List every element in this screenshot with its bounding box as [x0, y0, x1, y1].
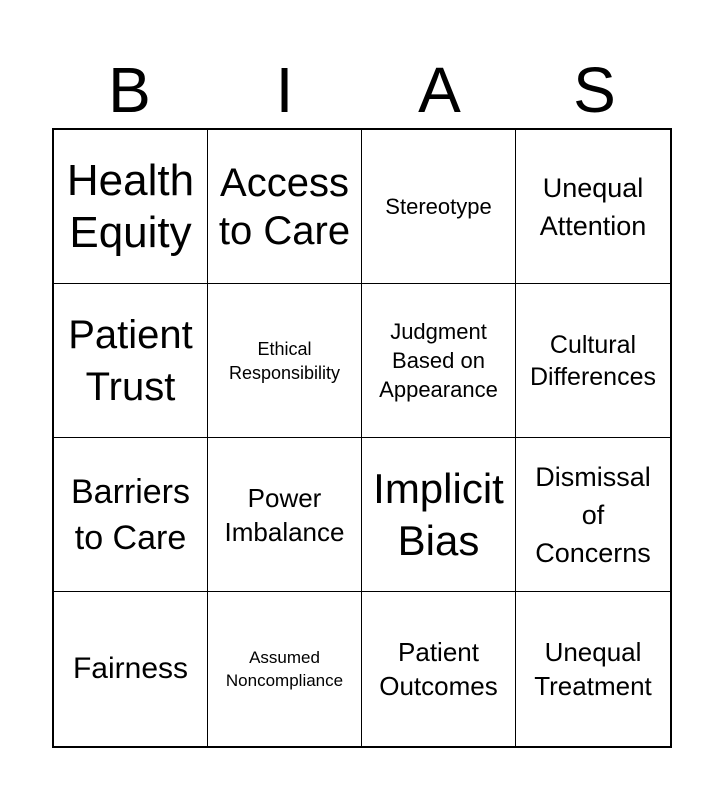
bingo-cell[interactable] — [362, 592, 516, 746]
cell-label: Implicit Bias — [373, 464, 504, 564]
bingo-cell[interactable] — [516, 592, 670, 746]
cell-label: Patient Outcomes — [379, 637, 498, 701]
bingo-grid — [52, 128, 672, 748]
bingo-cell[interactable] — [516, 284, 670, 438]
bingo-cell[interactable] — [54, 130, 208, 284]
bingo-cell[interactable] — [54, 284, 208, 438]
cell-label: Patient Trust — [68, 312, 193, 409]
bingo-cell[interactable] — [208, 130, 362, 284]
header-letter-b: B — [108, 54, 151, 126]
header-letter-a: A — [418, 54, 461, 126]
header-letter-i: I — [275, 54, 294, 126]
cell-label: Unequal Treatment — [534, 637, 652, 701]
bingo-cell[interactable] — [54, 592, 208, 746]
bingo-cell[interactable] — [208, 592, 362, 746]
header-letter-s: S — [573, 54, 616, 126]
cell-label: Barriers to Care — [70, 472, 191, 557]
bingo-cell[interactable] — [516, 438, 670, 592]
bingo-cell[interactable] — [362, 130, 516, 284]
bingo-cell[interactable] — [54, 438, 208, 592]
cell-label: Fairness — [72, 652, 189, 685]
cell-label: Health Equity — [66, 155, 195, 257]
cell-label: Dismissal of Concerns — [535, 461, 651, 568]
bingo-cell[interactable] — [208, 284, 362, 438]
bingo-cell[interactable] — [208, 438, 362, 592]
cell-label: Power Imbalance — [224, 482, 345, 547]
cell-label: Unequal Attention — [539, 172, 647, 241]
cell-label: Judgment Based on Appearance — [379, 319, 498, 402]
bingo-header — [52, 52, 672, 128]
cell-label: Stereotype — [385, 194, 492, 219]
cell-label: Cultural Differences — [530, 330, 656, 391]
cell-label: Access to Care — [218, 160, 351, 253]
bingo-cell[interactable] — [362, 284, 516, 438]
cell-label: Ethical Responsibility — [228, 338, 341, 383]
bingo-cell[interactable] — [362, 438, 516, 592]
bingo-cell[interactable] — [516, 130, 670, 284]
cell-label: Assumed Noncompliance — [225, 648, 344, 690]
